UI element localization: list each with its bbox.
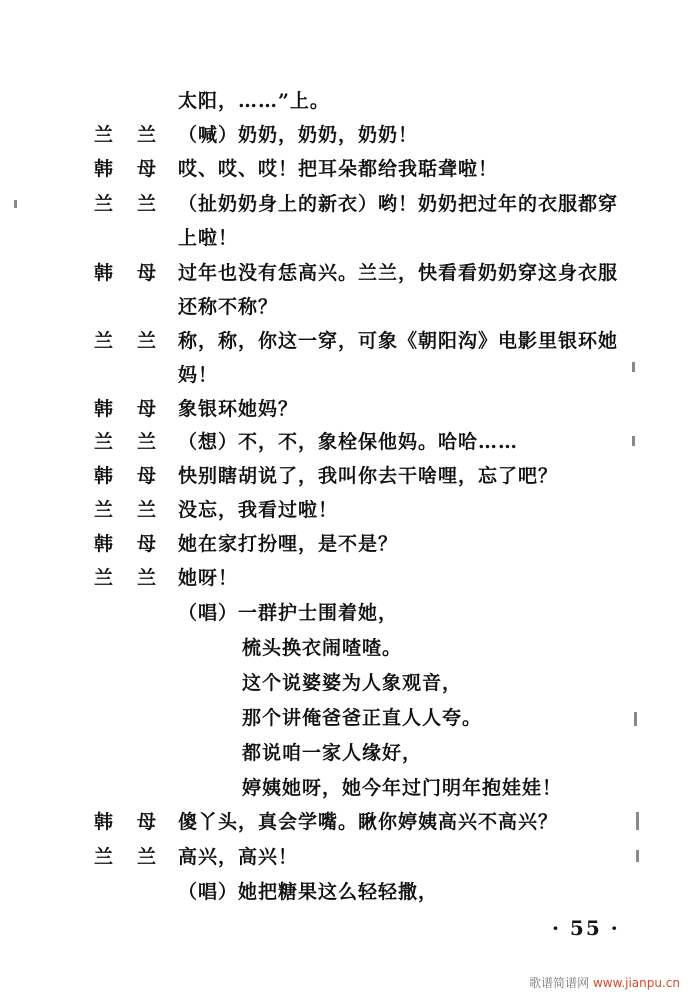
scan-speck: [632, 362, 635, 372]
verse-line: [0, 736, 690, 770]
line-text: 哎、哎、哎！把耳朵都给我聒聋啦！: [178, 158, 499, 180]
speaker-name: 兰兰: [94, 124, 181, 146]
speaker-name: 韩母: [94, 158, 181, 180]
scan-speck: [14, 200, 17, 208]
script-line: [0, 561, 690, 595]
verse-line: [0, 666, 690, 700]
scan-speck: [636, 812, 639, 830]
line-text: 上啦！: [178, 227, 239, 249]
verse-line: [0, 771, 690, 805]
script-line: [0, 596, 690, 630]
scan-speck: [636, 850, 639, 862]
line-text: （唱）她把糖果这么轻轻撒，: [178, 881, 439, 903]
line-text: 还称不称？: [178, 296, 279, 318]
script-line: [0, 152, 690, 186]
script-line: [0, 118, 690, 152]
script-line: [0, 324, 690, 358]
script-line: [0, 493, 690, 527]
script-line: [0, 875, 690, 909]
scan-speck: [632, 436, 635, 446]
line-text: 她在家打扮哩，是不是？: [178, 533, 399, 555]
speaker-name: 韩母: [94, 262, 181, 284]
script-line: [0, 187, 690, 221]
speaker-name: 韩母: [94, 398, 181, 420]
line-text: （唱）一群护士围着她，: [178, 602, 399, 624]
script-line: [0, 527, 690, 561]
verse-line: [0, 701, 690, 735]
line-text: 太阳，……”上。: [178, 90, 330, 112]
speaker-name: 兰兰: [94, 193, 181, 215]
line-text: 象银环她妈？: [178, 398, 299, 420]
line-text: 傻丫头，真会学嘴。瞅你婷姨高兴不高兴？: [178, 811, 559, 833]
watermark: [529, 974, 680, 991]
speaker-name: 兰兰: [94, 567, 181, 589]
line-text: （扯奶奶身上的新衣）哟！奶奶把过年的衣服都穿: [178, 193, 619, 215]
speaker-name: 兰兰: [94, 330, 181, 352]
line-text: （喊）奶奶，奶奶，奶奶！: [178, 124, 419, 146]
line-text: 都说咱一家人缘好，: [242, 742, 423, 764]
line-text: 那个讲俺爸爸正直人人夸。: [242, 707, 483, 729]
script-line: [0, 290, 690, 324]
line-text: 过年也没有恁高兴。兰兰，快看看奶奶穿这身衣服: [178, 262, 619, 284]
speaker-name: 韩母: [94, 811, 181, 833]
line-text: 没忘，我看过啦！: [178, 499, 339, 521]
speaker-name: 兰兰: [94, 846, 181, 868]
line-text: 梳头换衣闹喳喳。: [242, 637, 403, 659]
watermark-url: www.jianpu.cn: [592, 976, 680, 990]
script-line: [0, 425, 690, 459]
line-text: 婷姨她呀，她今年过门明年抱娃娃！: [242, 777, 563, 799]
script-line: [0, 392, 690, 426]
line-text: 这个说婆婆为人象观音，: [242, 672, 463, 694]
speaker-name: 兰兰: [94, 431, 181, 453]
verse-line: [0, 631, 690, 665]
scan-speck: [634, 712, 637, 726]
line-text: 妈！: [178, 364, 219, 386]
line-text: 快别瞎胡说了，我叫你去干啥哩，忘了吧？: [178, 465, 559, 487]
line-text: 称，称，你这一穿，可象《朝阳沟》电影里银环她: [178, 330, 619, 352]
script-line: [0, 805, 690, 839]
script-line: [0, 840, 690, 874]
line-text: 她呀！: [178, 567, 239, 589]
script-line: [0, 459, 690, 493]
speaker-name: 韩母: [94, 465, 181, 487]
script-line: [0, 358, 690, 392]
script-line: [0, 84, 690, 118]
script-line: [0, 221, 690, 255]
line-text: （想）不，不，象栓保他妈。哈哈……: [178, 431, 519, 453]
speaker-name: 韩母: [94, 533, 181, 555]
line-text: 高兴，高兴！: [178, 846, 299, 868]
watermark-site-name: 歌谱简谱网: [529, 976, 590, 990]
script-line: [0, 256, 690, 290]
page-number: · 55 ·: [552, 916, 620, 940]
speaker-name: 兰兰: [94, 499, 181, 521]
